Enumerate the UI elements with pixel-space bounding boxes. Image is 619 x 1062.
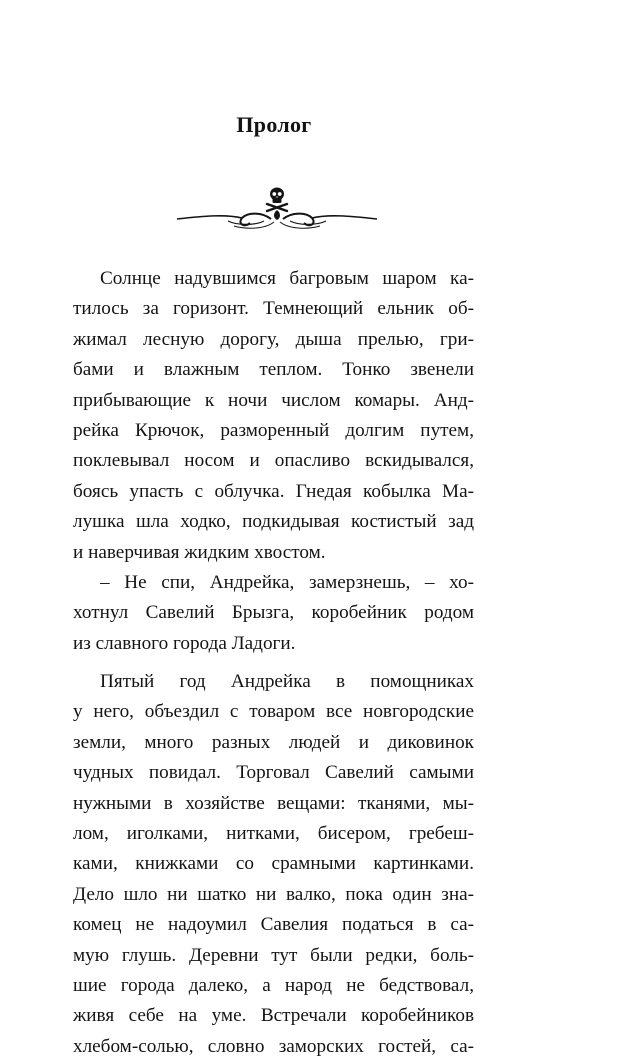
- text-line: Солнце надувшимся багровым шаром ка-: [100, 268, 474, 289]
- text-line: Дело шло ни шатко ни валко, пока один зна-: [73, 883, 474, 905]
- text-line: ками, книжками со срамными картинками.: [73, 853, 474, 875]
- text-line: бами и влажным теплом. Тонко звенели: [73, 359, 474, 381]
- text-line: хлебом-солью, словно заморских гостей, са-: [73, 1035, 474, 1057]
- text-line: хотнул Савелий Брызга, коробейник родом: [73, 602, 474, 624]
- text-line: у него, объездил с товаром все новгородские: [73, 701, 474, 723]
- text-line: прибывающие к ночи числом комары. Анд-: [73, 389, 474, 411]
- chapter-title: Пролог: [236, 112, 312, 137]
- text-line: – Не спи, Андрейка, замерзнешь, – хо-: [100, 571, 474, 593]
- text-line: тилось за горизонт. Темнеющий ельник об-: [73, 298, 474, 320]
- text-line: шие города далеко, а народ не бедствовал,: [73, 974, 474, 996]
- text-line: жимал лесную дорогу, дыша прелью, гри-: [73, 328, 474, 350]
- skull-flourish-icon: [174, 186, 380, 232]
- text-line: из славного города Ладоги.: [73, 632, 296, 654]
- text-line: поклевывал носом и опасливо вскидывался,: [73, 450, 474, 472]
- text-line: лушка шла ходко, подкидывая костистый зад: [73, 511, 474, 533]
- text-line: комец не надоумил Савелия податься в са-: [73, 914, 474, 936]
- text-line: земли, много разных людей и диковинок: [73, 731, 474, 753]
- text-line: чудных повидал. Торговал Савелий самыми: [73, 762, 474, 784]
- text-line: лом, иголками, нитками, бисером, гребеш-: [73, 823, 474, 845]
- text-line: рейка Крючок, разморенный долгим путем,: [73, 419, 474, 441]
- text-line: нужными в хозяйстве вещами: тканями, мы-: [73, 792, 474, 814]
- text-line: живя себе на уме. Встречали коробейников: [73, 1005, 474, 1027]
- text-line: мую глушь. Деревни тут были редки, боль-: [73, 944, 474, 966]
- body-text: [73, 264, 474, 1062]
- text-line: Пятый год Андрейка в помощниках: [100, 671, 474, 693]
- text-line: и наверчивая жидким хвостом.: [73, 541, 326, 563]
- paragraph-gap: [73, 659, 474, 667]
- text-line: боясь упасть с облучка. Гнедая кобылка Ма-: [73, 480, 474, 502]
